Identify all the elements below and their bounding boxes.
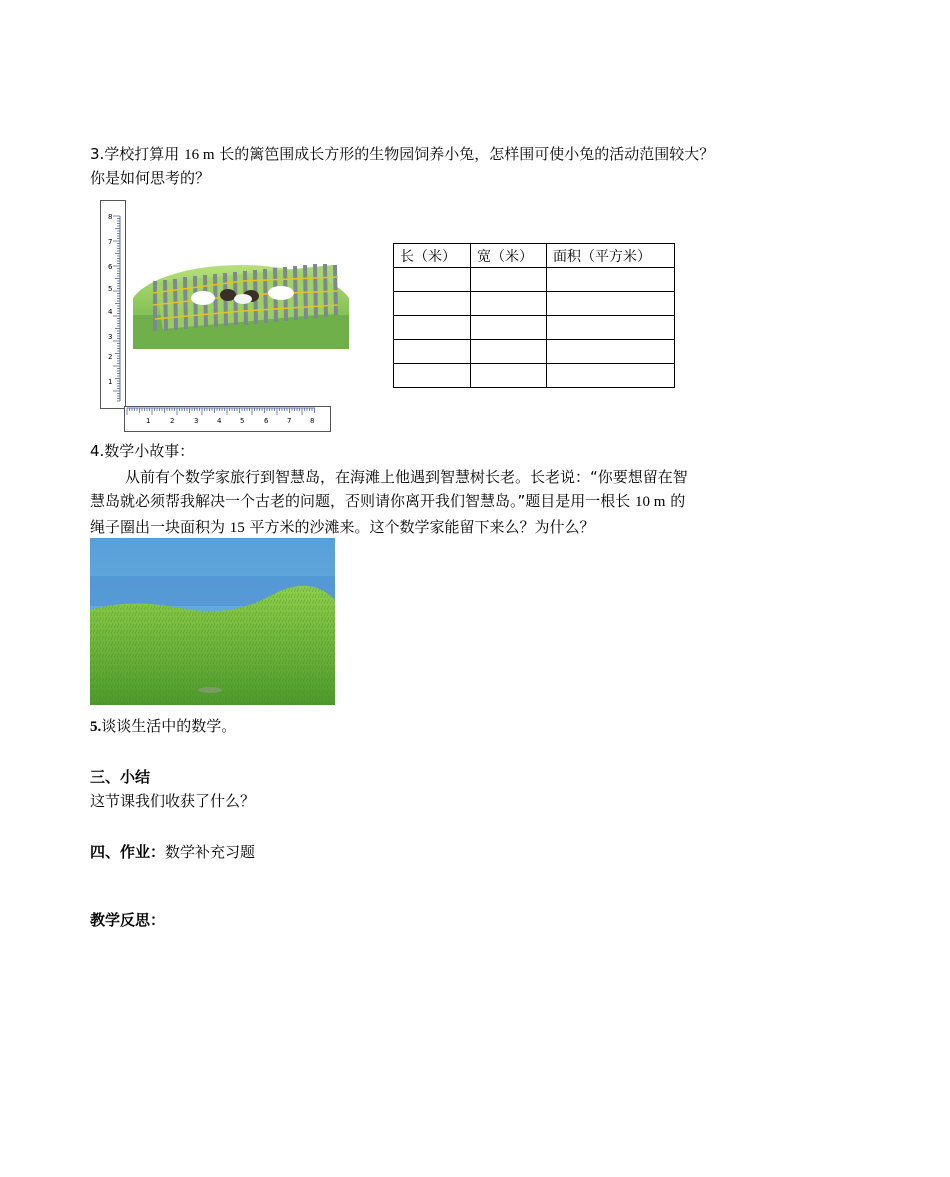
seaside-grass-image: [90, 538, 335, 705]
q4-line-3: 绳子圈出一块面积为 15 平方米的沙滩来。这个数学家能留下来么？为什么？: [90, 518, 595, 536]
q3-line-2: 你是如何思考的？: [90, 169, 211, 187]
dimension-table: [393, 243, 675, 388]
q3-length: 16 m: [184, 147, 215, 163]
table-cell[interactable]: [547, 268, 675, 292]
h-ruler-label: 5: [240, 417, 245, 425]
vertical-ruler: [100, 200, 126, 409]
q5-line: 5.谈谈生活中的数学。: [90, 717, 237, 735]
table-cell[interactable]: [471, 292, 547, 316]
table-cell[interactable]: [471, 340, 547, 364]
table-cell[interactable]: [394, 340, 471, 364]
h-ruler-label: 2: [170, 417, 175, 425]
q3-line-1: 3.学校打算用 16 m 长的篱笆围成长方形的生物园饲养小兔，怎样围可使小兔的活动范围较大？: [90, 145, 715, 163]
table-cell[interactable]: [394, 268, 471, 292]
h-ruler-label: 3: [194, 417, 199, 425]
horizontal-ruler-ticks: [125, 407, 330, 431]
h-ruler-label: 1: [146, 417, 151, 425]
rope-length: 10 m: [635, 494, 666, 510]
target-area: 15: [229, 520, 245, 536]
homework-line: [90, 841, 255, 863]
h-ruler-label: 4: [217, 417, 222, 425]
v-ruler-label: 7: [108, 238, 113, 246]
table-header-row: [394, 244, 675, 268]
v-ruler-label: 8: [108, 213, 113, 221]
homework-heading: 四、作业：: [90, 843, 166, 861]
table-row: [394, 316, 675, 340]
v-ruler-label: 1: [108, 378, 113, 386]
table-cell[interactable]: [394, 364, 471, 388]
summary-text: 这节课我们收获了什么？: [90, 792, 256, 810]
table-cell[interactable]: [471, 268, 547, 292]
header-area: 面积（平方米）: [547, 244, 675, 268]
reflection-heading: 教学反思：: [90, 911, 166, 929]
h-ruler-label: 8: [310, 417, 315, 425]
q5-number: 5.: [90, 719, 102, 735]
q4-title: 4.数学小故事：: [90, 442, 195, 460]
q4-line-1: 从前有个数学家旅行到智慧岛，在海滩上他遇到智慧树长老。长老说：“你要想留在智: [125, 468, 688, 486]
header-length: 长（米）: [394, 244, 471, 268]
table-cell[interactable]: [394, 292, 471, 316]
rabbit-pen-image: [133, 255, 349, 349]
v-ruler-label: 6: [108, 263, 113, 271]
horizontal-ruler: [124, 406, 331, 432]
h-ruler-label: 7: [287, 417, 292, 425]
table-cell[interactable]: [471, 364, 547, 388]
table-cell[interactable]: [547, 364, 675, 388]
homework-text: 数学补充习题: [165, 843, 256, 861]
table-cell[interactable]: [471, 316, 547, 340]
summary-heading: 三、小结: [90, 768, 151, 786]
table-row: [394, 340, 675, 364]
header-width: 宽（米）: [471, 244, 547, 268]
vertical-ruler-ticks: [101, 201, 125, 408]
v-ruler-label: 4: [108, 308, 113, 316]
v-ruler-label: 3: [108, 333, 113, 341]
v-ruler-label: 2: [108, 353, 113, 361]
v-ruler-label: 5: [108, 285, 113, 293]
table-cell[interactable]: [547, 316, 675, 340]
table-cell[interactable]: [547, 292, 675, 316]
q4-line-2: 慧岛就必须帮我解决一个古老的问题，否则请你离开我们智慧岛。”题目是用一根长 10 m 的: [90, 492, 686, 510]
table-row: [394, 364, 675, 388]
table-row: [394, 268, 675, 292]
table-row: [394, 292, 675, 316]
table-cell[interactable]: [547, 340, 675, 364]
h-ruler-label: 6: [264, 417, 269, 425]
table-cell[interactable]: [394, 316, 471, 340]
